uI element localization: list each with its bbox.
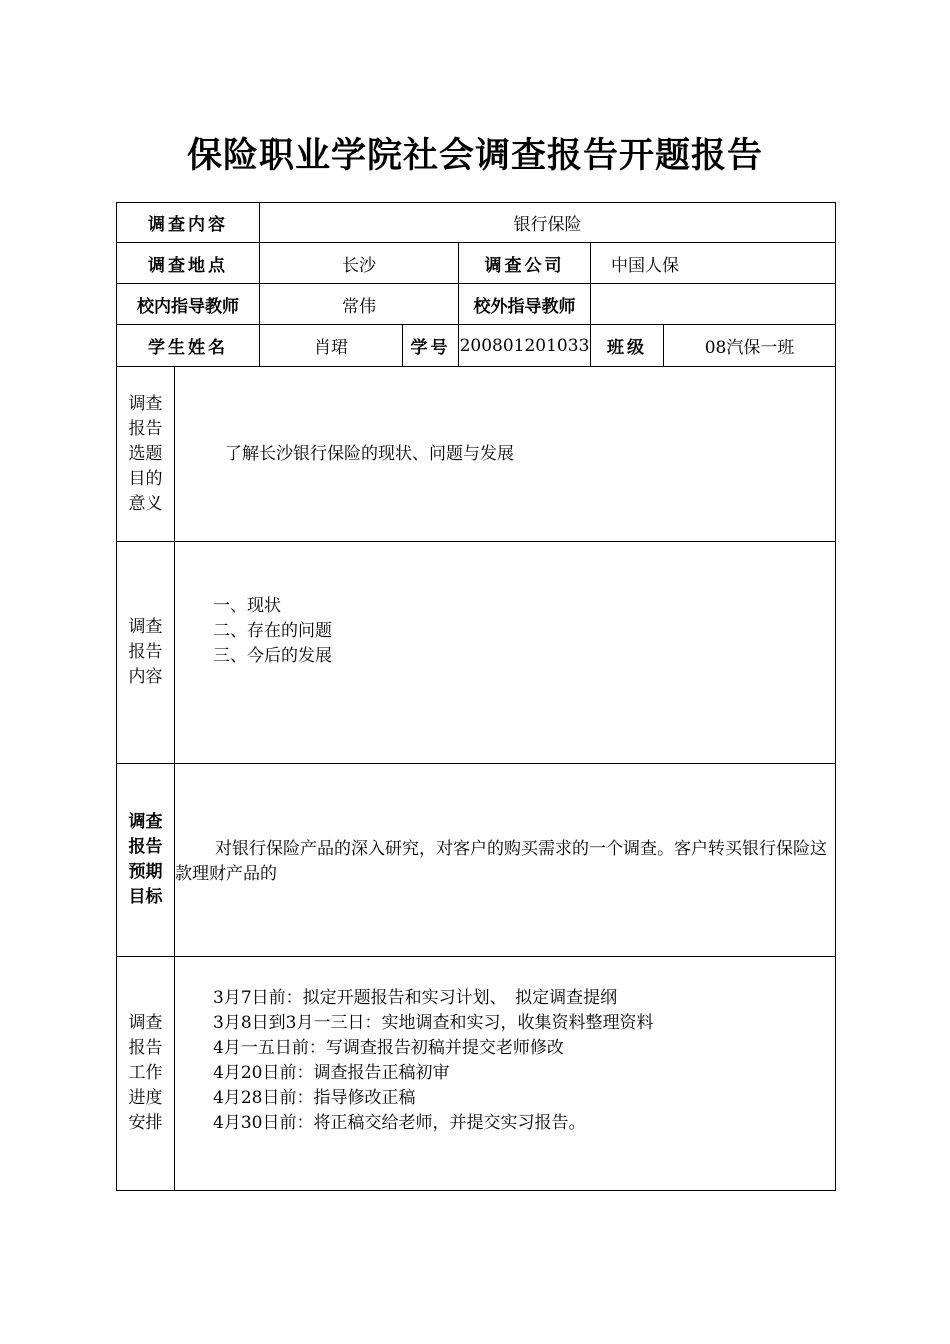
inner-teacher-value: 常伟 [260, 284, 459, 325]
content-list [175, 542, 836, 764]
goal-label-line: 报告 [128, 837, 163, 857]
inner-teacher-label: 校内指导教师 [117, 284, 260, 325]
row-purpose [117, 367, 836, 542]
company-value: 中国人保 [591, 243, 836, 284]
list-item: 3月7日前：拟定开题报告和实习计划、 拟定调查提纲 [213, 988, 618, 1008]
purpose-label [117, 367, 175, 542]
class-label: 班级 [591, 325, 664, 367]
list-item: 4月30日前：将正稿交给老师，并提交实习报告。 [213, 1113, 586, 1133]
list-item: 4月一五日前：写调查报告初稿并提交老师修改 [213, 1038, 564, 1058]
purpose-label-line: 目的 [128, 468, 163, 489]
list-item: 3月8日到3月一三日：实地调查和实习，收集资料整理资料 [213, 1013, 654, 1033]
content-label [117, 542, 175, 764]
student-name-label: 学生姓名 [117, 325, 260, 367]
location-value: 长沙 [260, 243, 459, 284]
row-student [117, 325, 836, 367]
schedule-label-line: 安排 [128, 1113, 163, 1133]
location-label: 调查地点 [117, 243, 260, 284]
schedule-label-line: 进度 [128, 1088, 163, 1108]
goal-label-line: 调查 [128, 812, 163, 832]
schedule-label-line: 工作 [128, 1063, 163, 1083]
row-schedule [117, 957, 836, 1191]
list-item: 二、存在的问题 [213, 621, 332, 641]
row-content [117, 542, 836, 764]
purpose-text: 了解长沙银行保险的现状、问题与发展 [225, 443, 514, 464]
row-teachers [117, 284, 836, 325]
outer-teacher-value [591, 284, 836, 325]
goal-label [117, 764, 175, 957]
goal-text: 对银行保险产品的深入研究，对客户的购买需求的一个调查。客户转买银行保险这款理财产品的 [175, 839, 827, 884]
survey-content-value: 银行保险 [260, 203, 836, 243]
content-label-line: 内容 [128, 667, 163, 687]
schedule-list [175, 957, 836, 1191]
goal-label-line: 预期 [128, 862, 163, 882]
student-id-label: 学号 [403, 325, 459, 367]
goal-label-line: 目标 [128, 887, 163, 907]
purpose-label-line: 意义 [128, 493, 163, 514]
survey-content-label: 调查内容 [117, 203, 260, 243]
list-item: 4月28日前：指导修改正稿 [213, 1088, 416, 1108]
content-label-line: 调查 [128, 617, 163, 637]
schedule-label [117, 957, 175, 1191]
purpose-label-line: 报告 [128, 418, 163, 439]
student-id-value: 200801201033 [459, 325, 591, 367]
goal-content [175, 764, 836, 957]
purpose-label-line: 选题 [128, 443, 163, 464]
list-item: 4月20日前：调查报告正稿初审 [213, 1063, 450, 1083]
report-form-table [116, 202, 836, 1191]
class-value: 08汽保一班 [664, 325, 836, 367]
list-item: 一、现状 [213, 596, 281, 616]
company-label: 调查公司 [459, 243, 591, 284]
student-name-value: 肖珺 [260, 325, 403, 367]
outer-teacher-label: 校外指导教师 [459, 284, 591, 325]
schedule-label-line: 调查 [128, 1013, 163, 1033]
purpose-label-line: 调查 [128, 393, 163, 414]
list-item: 三、今后的发展 [213, 646, 332, 666]
row-survey-content [117, 203, 836, 243]
page-title: 保险职业学院社会调查报告开题报告 [186, 136, 763, 176]
row-location-company [117, 243, 836, 284]
schedule-label-line: 报告 [128, 1038, 163, 1058]
content-label-line: 报告 [128, 642, 163, 662]
row-goal [117, 764, 836, 957]
purpose-content [175, 367, 836, 542]
